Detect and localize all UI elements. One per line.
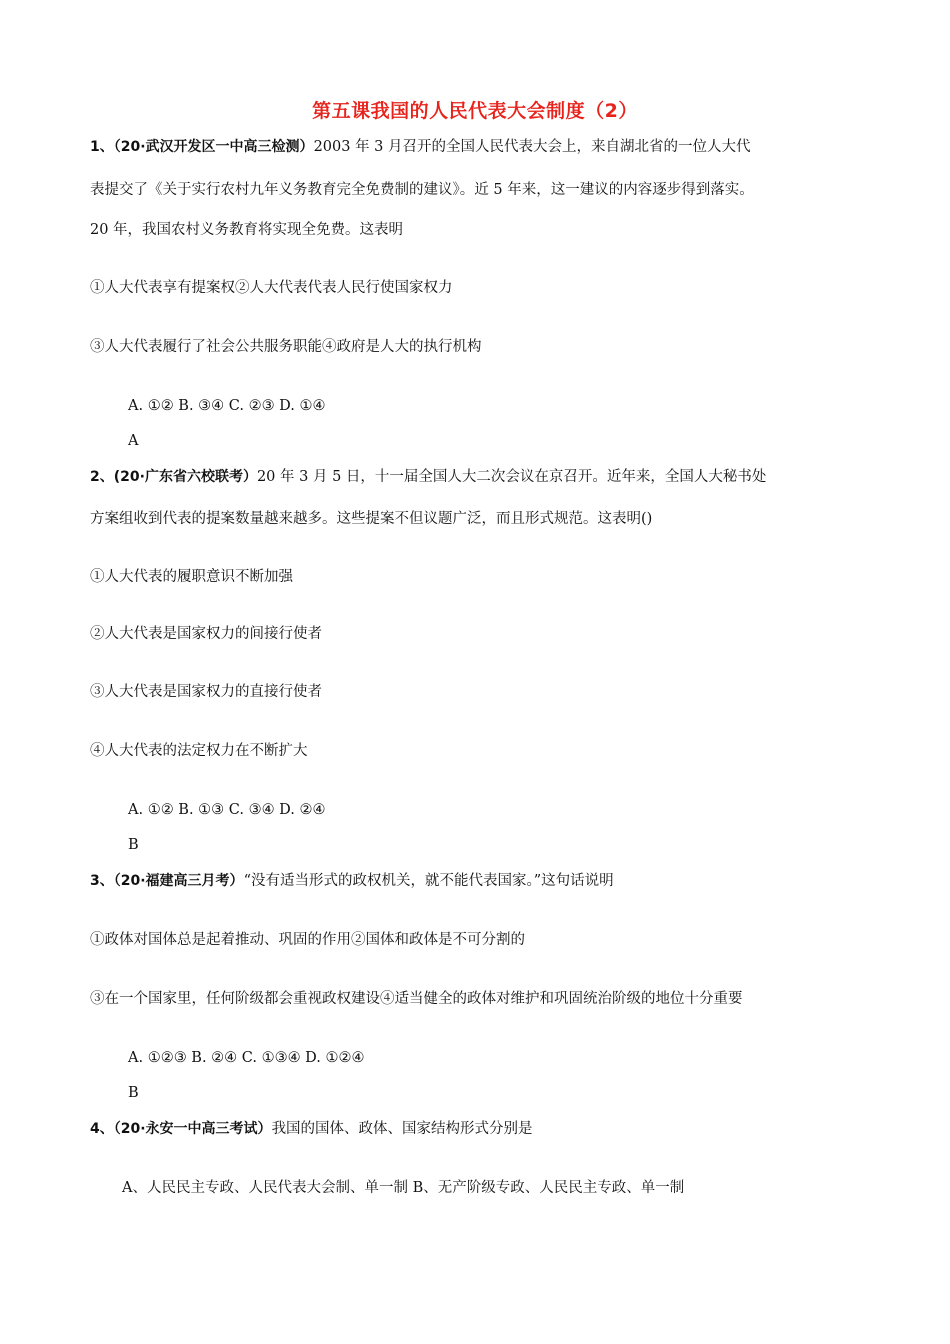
question-1-first-line [90,137,751,157]
question-2-number: 2、 [90,469,114,485]
question-2-source: (20·广东省六校联考） [113,469,257,485]
question-2-answer: B [128,837,139,853]
question-1-options: A. ①② B. ③④ C. ②③ D. ①④ [128,398,326,414]
question-2-options: A. ①② B. ①③ C. ③④ D. ②④ [128,802,326,818]
question-4-first-line [90,1119,533,1139]
question-4-stem-line-1: 我国的国体、政体、国家结构形式分别是 [271,1121,533,1137]
question-3-stem-line-1: “没有适当形式的政权机关，就不能代表国家。”这句话说明 [243,873,614,889]
question-2-stem-line-2: 方案组收到代表的提案数量越来越多。这些提案不但议题广泛，而且形式规范。这表明() [90,511,653,527]
page-title: 第五课我国的人民代表大会制度（2） [312,100,638,122]
question-3-statement-2: ③在一个国家里，任何阶级都会重视政权建设④适当健全的政体对维护和巩固统治阶级的地位十分重要 [90,991,743,1007]
question-1-statement-1: ①人大代表享有提案权②人大代表代表人民行使国家权力 [90,280,453,296]
question-3-options: A. ①②③ B. ②④ C. ①③④ D. ①②④ [128,1050,365,1066]
question-1-stem-line-2: 表提交了《关于实行农村九年义务教育完全免费制的建议》。近 5 年来，这一建议的内容逐步得到落实。 [90,182,754,198]
question-1-stem-line-1: 2003 年 3 月召开的全国人民代表大会上，来自湖北省的一位人大代 [313,139,751,155]
question-1-number: 1、 [90,139,114,155]
question-2-statement-4: ④人大代表的法定权力在不断扩大 [90,743,308,759]
question-1-stem-line-3: 20 年，我国农村义务教育将实现全免费。这表明 [90,222,404,238]
question-4-source: （20·永安一中高三考试） [113,1121,272,1137]
question-3-first-line [90,871,614,891]
question-2-statement-1: ①人大代表的履职意识不断加强 [90,569,293,585]
question-1-answer: A [128,433,139,449]
question-1-statement-2: ③人大代表履行了社会公共服务职能④政府是人大的执行机构 [90,339,482,355]
question-2-first-line [90,467,766,487]
question-4-number: 4、 [90,1121,114,1137]
question-2-statement-3: ③人大代表是国家权力的直接行使者 [90,684,322,700]
question-2-statement-2: ②人大代表是国家权力的间接行使者 [90,626,322,642]
question-4-options: A、人民民主专政、人民代表大会制、单一制 B、无产阶级专政、人民民主专政、单一制 [122,1180,685,1196]
question-2-stem-line-1: 20 年 3 月 5 日，十一届全国人大二次会议在京召开。近年来，全国人大秘书处 [256,469,767,485]
question-3-statement-1: ①政体对国体总是起着推动、巩固的作用②国体和政体是不可分割的 [90,932,525,948]
question-3-source: （20·福建高三月考） [113,873,244,889]
question-1-source: （20·武汉开发区一中高三检测） [113,139,314,155]
question-3-number: 3、 [90,873,114,889]
question-3-answer: B [128,1085,139,1101]
